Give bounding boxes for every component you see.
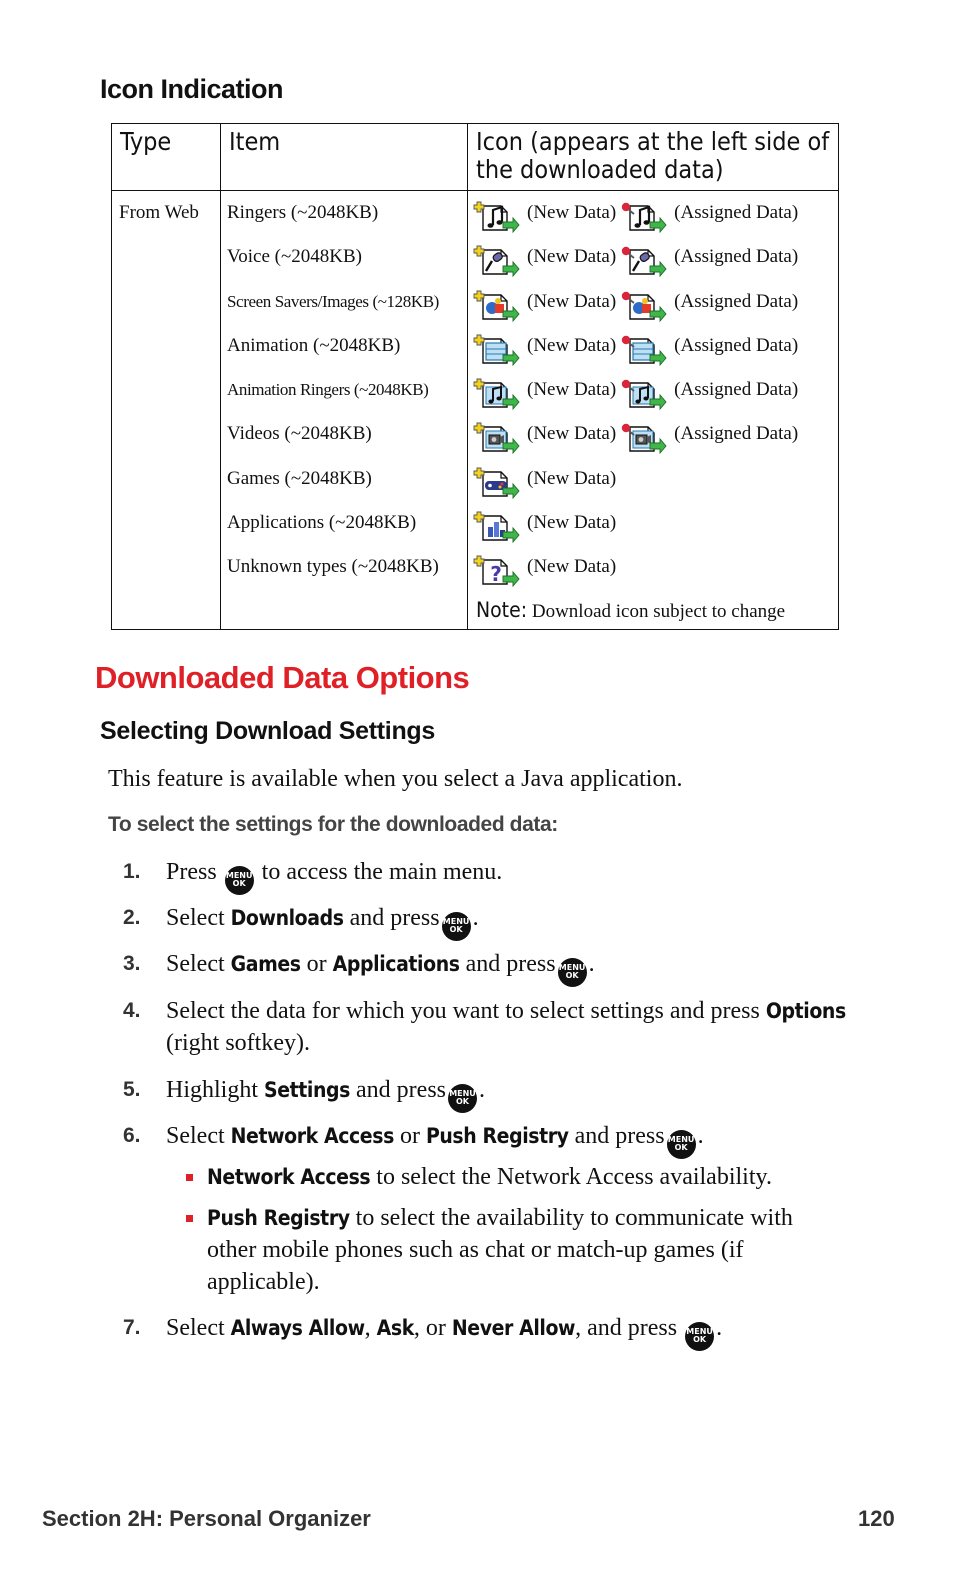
step-text-part: .	[479, 1077, 485, 1103]
menu-ok-key-icon: MENU OK	[685, 1322, 714, 1351]
step-text	[166, 948, 856, 987]
step-text	[166, 1312, 856, 1351]
menu-ok-key-icon: MENU OK	[225, 866, 254, 895]
step-number: 4.	[123, 999, 141, 1022]
step-text-part: or	[399, 1123, 420, 1149]
keyword-network-access: Network Access	[230, 1124, 394, 1148]
keyword-always-allow: Always Allow	[230, 1316, 365, 1340]
item-label: Screen Savers/Images (~128KB)	[227, 291, 439, 311]
step-text	[166, 1074, 856, 1113]
item-label: Animation Ringers (~2048KB)	[227, 380, 429, 400]
step-text-part: Select	[166, 1123, 225, 1149]
step-text-part: and press	[349, 905, 440, 931]
step-text-part: and press	[356, 1077, 446, 1103]
step-number: 7.	[123, 1316, 141, 1339]
new-data-video-camera-icon	[473, 422, 521, 454]
new-data-game-icon	[473, 467, 521, 499]
icon-row	[468, 555, 838, 599]
assigned-data-label: (Assigned Data)	[674, 423, 799, 445]
step-text-part: Select	[166, 1315, 225, 1341]
new-data-label: (New Data)	[527, 423, 617, 445]
keyword-network-access: Network Access	[207, 1165, 371, 1189]
assigned-data-label: (Assigned Data)	[674, 334, 799, 356]
assigned-data-image-icon	[620, 290, 668, 322]
item-cell	[221, 191, 468, 630]
icon-indication-heading: Icon Indication	[100, 74, 284, 104]
footer-page-number: 120	[858, 1506, 895, 1531]
new-data-label: (New Data)	[527, 556, 617, 578]
keyword-push-registry: Push Registry	[425, 1124, 569, 1148]
step-text-part: , and press	[575, 1315, 678, 1341]
new-data-music-note-icon	[473, 201, 521, 233]
lead-text: To select the settings for the downloaded data:	[108, 813, 558, 836]
step-number: 6.	[123, 1124, 141, 1147]
note-text: Download icon subject to change	[531, 600, 786, 622]
item-label: Videos (~2048KB)	[227, 423, 372, 445]
note-label: Note:	[476, 597, 528, 622]
new-data-label: (New Data)	[527, 202, 617, 223]
step-text	[166, 902, 856, 941]
table-header-row	[112, 124, 839, 191]
new-data-label: (New Data)	[527, 512, 617, 534]
assigned-data-microphone-icon	[620, 245, 668, 277]
icon-row	[468, 422, 838, 466]
step-text-part: .	[697, 1123, 704, 1149]
step-text	[166, 856, 856, 895]
keyword-applications: Applications	[332, 952, 460, 976]
svg-text:?: ?	[490, 562, 502, 587]
step-text-part: .	[472, 905, 479, 931]
step-text-part: and press	[574, 1123, 665, 1149]
bullet-square-icon	[186, 1215, 193, 1222]
new-data-animated-music-icon	[473, 378, 521, 410]
new-data-label: (New Data)	[527, 379, 617, 401]
step-text-part: or	[306, 951, 327, 977]
assigned-data-label: (Assigned Data)	[674, 379, 799, 401]
icon-row	[468, 334, 838, 378]
step-text-part: Highlight	[166, 1077, 259, 1103]
step-text-part: , or	[413, 1315, 446, 1341]
new-data-microphone-icon	[473, 245, 521, 277]
bullet-square-icon	[186, 1174, 193, 1181]
assigned-data-music-note-icon	[620, 201, 668, 233]
menu-ok-key-icon: MENU OK	[558, 958, 587, 987]
keyword-push-registry: Push Registry	[207, 1206, 350, 1230]
header-icon: Icon (appears at the left side of the downloaded data)	[468, 124, 839, 191]
step-text-part: ,	[364, 1315, 371, 1341]
bullet-text	[207, 1161, 847, 1193]
step-text-part: Select the data for which you want to select settings and press	[166, 998, 760, 1024]
icon-row	[468, 245, 838, 289]
step-number: 3.	[123, 952, 141, 975]
icon-row	[468, 201, 838, 245]
keyword-ask: Ask	[376, 1316, 414, 1340]
step-number: 2.	[123, 906, 141, 929]
header-type: Type	[112, 124, 221, 191]
assigned-data-animated-music-icon	[620, 378, 668, 410]
new-data-question-mark-icon	[473, 555, 521, 587]
type-cell	[112, 191, 221, 630]
step-text-part: Select	[166, 905, 225, 931]
keyword-games: Games	[230, 952, 301, 976]
step-text-part: (right softkey).	[166, 1030, 310, 1056]
section-title: Downloaded Data Options	[95, 660, 470, 695]
assigned-data-film-strip-icon	[620, 334, 668, 366]
item-label: Voice (~2048KB)	[227, 246, 362, 268]
menu-ok-key-icon: MENU OK	[448, 1084, 477, 1113]
new-data-label: (New Data)	[527, 246, 617, 268]
assigned-data-label: (Assigned Data)	[674, 202, 799, 223]
new-data-image-icon	[473, 290, 521, 322]
table-row	[112, 191, 839, 630]
step-text-part: to access the main menu.	[261, 859, 503, 885]
footer-section: Section 2H: Personal Organizer	[42, 1506, 371, 1531]
header-item: Item	[221, 124, 468, 191]
icon-row	[468, 511, 838, 555]
note	[468, 598, 838, 629]
new-data-label: (New Data)	[527, 334, 617, 356]
keyword-never-allow: Never Allow	[451, 1316, 576, 1340]
type-value: From Web	[119, 202, 199, 223]
intro-text: This feature is available when you select a Java application.	[108, 766, 683, 792]
item-label: Ringers (~2048KB)	[227, 202, 379, 223]
step-text-part: .	[588, 951, 595, 977]
keyword-settings: Settings	[264, 1078, 351, 1102]
keyword-downloads: Downloads	[230, 906, 344, 930]
step-text	[166, 1120, 856, 1159]
bullet-text	[207, 1202, 847, 1298]
item-label: Unknown types (~2048KB)	[227, 556, 439, 578]
assigned-data-video-camera-icon	[620, 422, 668, 454]
keyword-options: Options	[765, 999, 846, 1023]
step-text-part: .	[716, 1315, 723, 1341]
step-number: 5.	[123, 1078, 141, 1101]
menu-ok-key-icon: MENU OK	[442, 912, 471, 941]
new-data-application-icon	[473, 511, 521, 543]
section-subtitle: Selecting Download Settings	[100, 717, 435, 745]
item-label: Animation (~2048KB)	[227, 334, 401, 356]
menu-ok-key-icon: MENU OK	[667, 1130, 696, 1159]
icon-indication-table	[111, 123, 839, 630]
step-text	[166, 995, 856, 1059]
bullet-text-part: to select the Network Access availability.	[376, 1164, 772, 1190]
step-text-part: and press	[465, 951, 556, 977]
assigned-data-label: (Assigned Data)	[674, 246, 799, 268]
new-data-film-strip-icon	[473, 334, 521, 366]
step-text-part: Press	[166, 859, 217, 885]
icon-row	[468, 378, 838, 422]
item-label: Applications (~2048KB)	[227, 512, 417, 534]
step-number: 1.	[123, 860, 141, 883]
step-text-part: Select	[166, 951, 225, 977]
icon-cell	[468, 191, 839, 630]
bullet-text-part: to select the availability to communicate with other mobile phones such as chat or match-up games (if applicable).	[207, 1205, 793, 1295]
icon-row	[468, 467, 838, 511]
new-data-label: (New Data)	[527, 290, 617, 312]
icon-row	[468, 290, 838, 334]
item-label: Games (~2048KB)	[227, 467, 372, 489]
new-data-label: (New Data)	[527, 467, 617, 489]
assigned-data-label: (Assigned Data)	[674, 290, 799, 312]
